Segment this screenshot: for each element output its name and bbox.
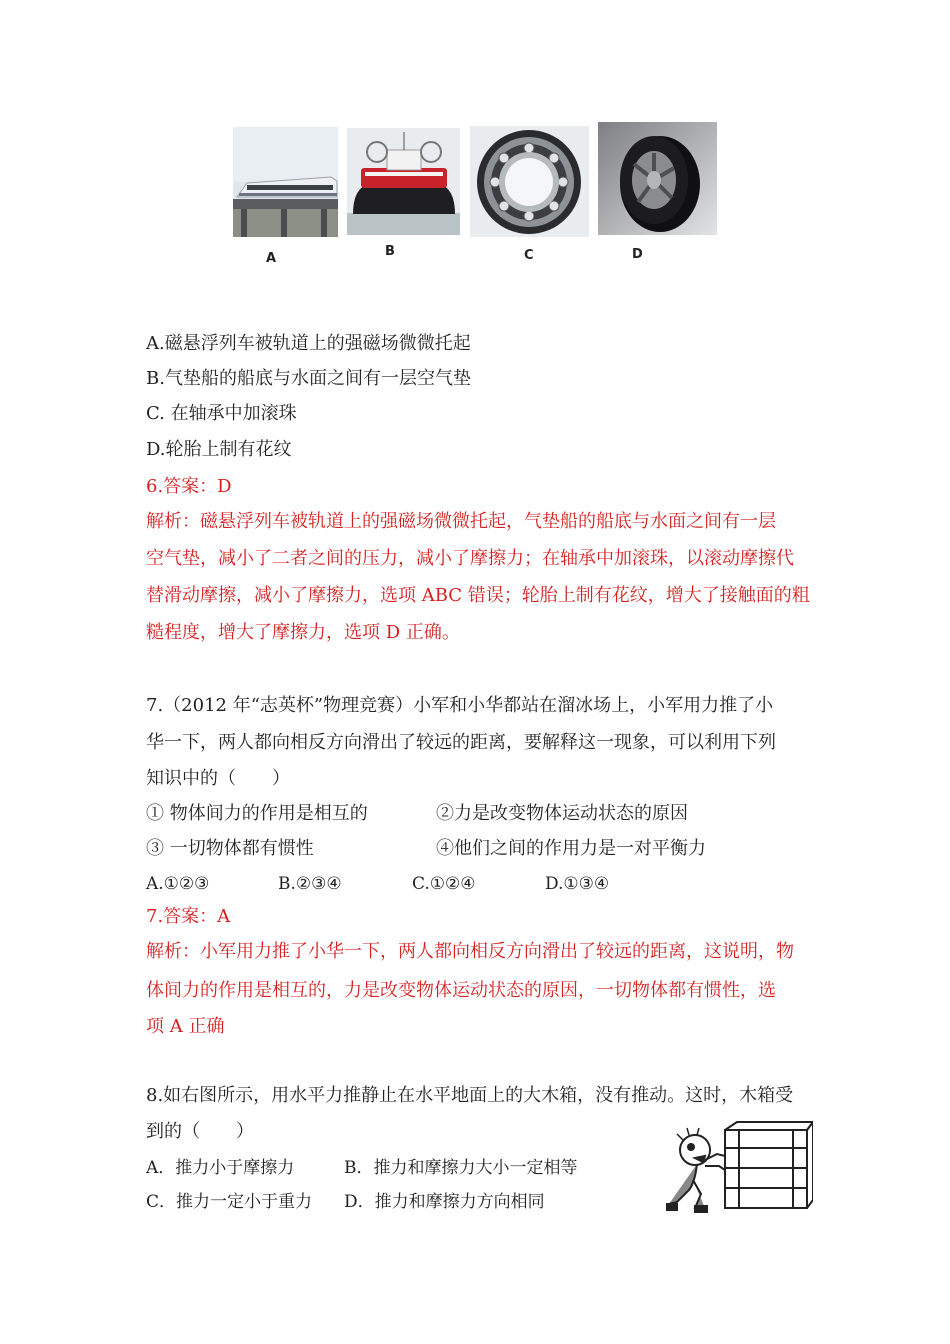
q7-choice-c: C.①②④	[412, 874, 476, 894]
pushing-crate-illustration	[665, 1120, 813, 1214]
tire-photo	[598, 122, 717, 235]
q7-explanation-line-2: 体间力的作用是相互的，力是改变物体运动状态的原因，一切物体都有惯性，选	[146, 980, 776, 1001]
q7-stem-line-2: 华一下，两人都向相反方向滑出了较远的距离，要解释这一现象，可以利用下列	[146, 732, 776, 753]
q8-choice-a: A．推力小于摩擦力	[146, 1158, 295, 1178]
q7-item-3: ③ 一切物体都有惯性	[146, 838, 314, 859]
q8-stem-line-1: 8.如右图所示，用水平力推静止在水平地面上的大木箱，没有推动。这时，木箱受	[146, 1085, 794, 1106]
figure-label-b: B	[385, 244, 395, 259]
q7-choice-b: B.②③④	[278, 874, 342, 894]
figure-label-c: C	[524, 248, 534, 263]
q7-item-4: ④他们之间的作用力是一对平衡力	[436, 838, 706, 859]
q7-item-2: ②力是改变物体运动状态的原因	[436, 803, 688, 824]
q6-explanation-line-2: 空气垫，减小了二者之间的压力，减小了摩擦力；在轴承中加滚珠，以滚动摩擦代	[146, 548, 794, 569]
q6-explanation-line-4: 糙程度，增大了摩擦力，选项 D 正确。	[146, 622, 460, 643]
q7-choice-a: A.①②③	[146, 874, 210, 894]
q7-explanation-line-1: 解析：小军用力推了小华一下，两人都向相反方向滑出了较远的距离，这说明，物	[146, 941, 794, 962]
q6-answer: 6.答案：D	[146, 476, 232, 497]
figure-label-d: D	[632, 247, 643, 262]
q7-stem-line-3: 知识中的（ ）	[146, 768, 290, 789]
q6-option-d: D.轮胎上制有花纹	[146, 439, 292, 460]
q7-stem-line-1: 7.（2012 年“志英杯”物理竞赛）小军和小华都站在溜冰场上，小军用力推了小	[146, 695, 774, 716]
q7-choice-d: D.①③④	[545, 874, 610, 894]
q7-answer: 7.答案：A	[146, 906, 231, 927]
q8-choice-b: B．推力和摩擦力大小一定相等	[344, 1158, 578, 1178]
q7-item-1: ① 物体间力的作用是相互的	[146, 803, 368, 824]
q6-option-b: B.气垫船的船底与水面之间有一层空气垫	[146, 368, 471, 389]
q8-choice-c: C．推力一定小于重力	[146, 1192, 313, 1212]
ball-bearing-photo	[470, 126, 589, 237]
q7-explanation-line-3: 项 A 正确	[146, 1016, 225, 1037]
q6-explanation-line-1: 解析：磁悬浮列车被轨道上的强磁场微微托起，气垫船的船底与水面之间有一层	[146, 511, 776, 532]
figure-label-a: A	[266, 251, 277, 266]
q8-choice-d: D．推力和摩擦力方向相同	[344, 1192, 545, 1212]
maglev-train-photo	[233, 127, 338, 237]
q6-option-a: A.磁悬浮列车被轨道上的强磁场微微托起	[146, 333, 471, 354]
q6-option-c: C. 在轴承中加滚珠	[146, 403, 297, 424]
q6-explanation-line-3: 替滑动摩擦，减小了摩擦力，选项 ABC 错误；轮胎上制有花纹，增大了接触面的粗	[146, 585, 810, 606]
hovercraft-photo	[347, 128, 460, 235]
q8-stem-line-2: 到的（ ）	[146, 1121, 254, 1142]
